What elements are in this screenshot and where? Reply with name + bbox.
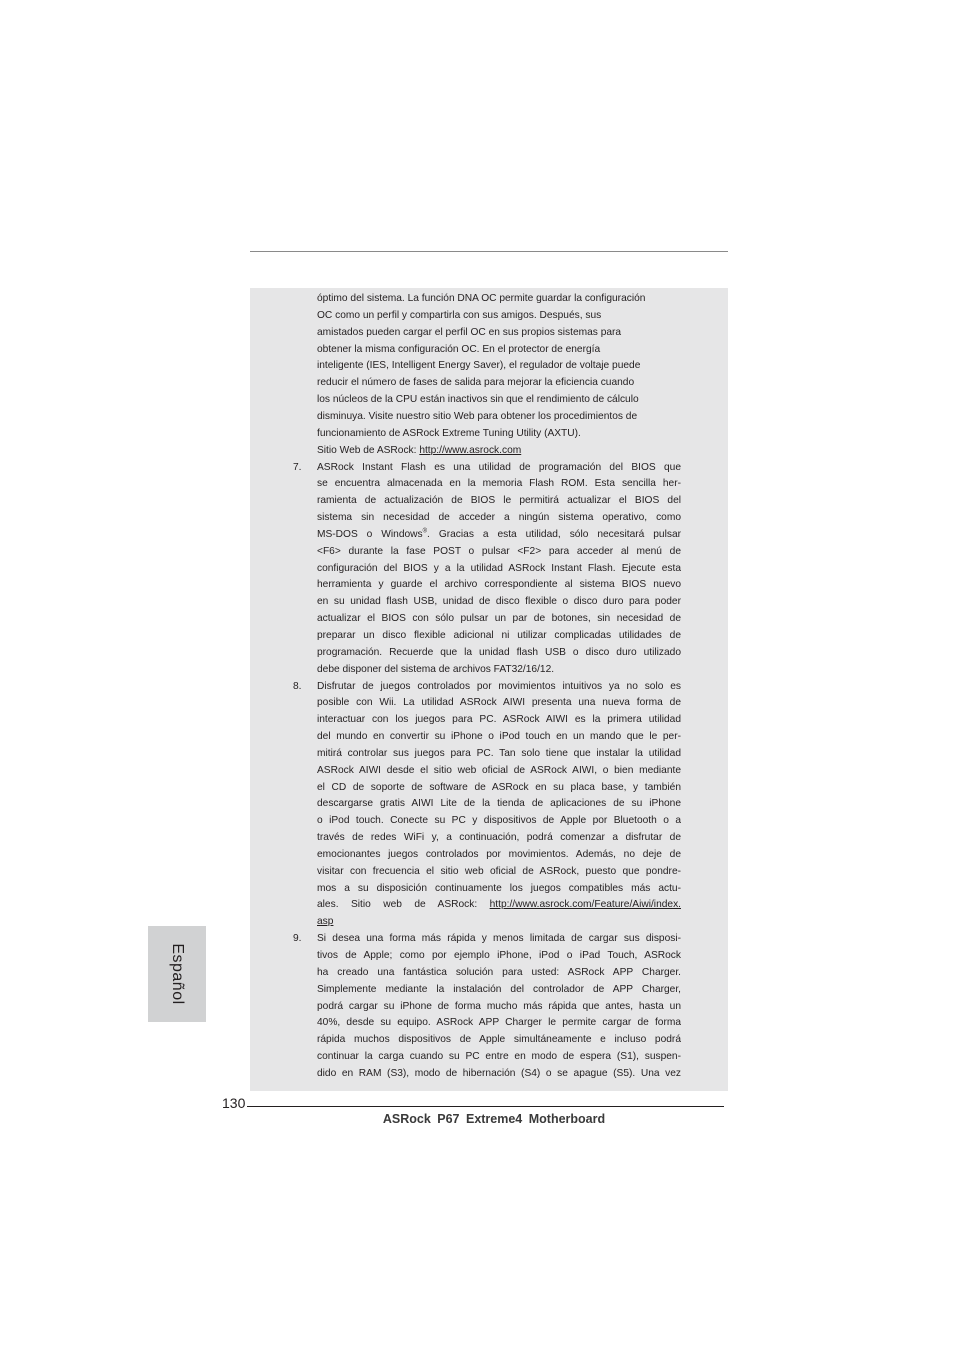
text-line: debe disponer del sistema de archivos FAT32/16/12. bbox=[317, 663, 555, 675]
text-line: amistados pueden cargar el perfil OC en sus propios sistemas para bbox=[317, 326, 622, 338]
text-line: emocionantes juegos controlados por movimientos. Además, no deje de bbox=[317, 848, 681, 860]
text-line: herramienta y guarde el archivo correspondiente al sistema BIOS nuevo bbox=[317, 579, 681, 591]
text-line: preparar un disco flexible adicional ni utilizar complicadas utilidades de bbox=[317, 629, 681, 641]
text-line: el CD de soporte de software de ASRock en su placa base, y también bbox=[317, 781, 681, 793]
text-line: actualizar el BIOS con sólo pulsar un par de botones, sin necesidad de bbox=[317, 613, 681, 625]
header-rule bbox=[250, 251, 728, 252]
text-fragment: ales. Sitio web de ASRock: bbox=[317, 899, 490, 911]
language-label: Español bbox=[169, 943, 186, 1005]
text-line: rápida muchos dispositivos de Apple simultáneamente e incluso podrá bbox=[317, 1034, 681, 1046]
text-line bbox=[317, 897, 681, 914]
item-9-paragraph bbox=[317, 931, 681, 1083]
item-9-number: 9. bbox=[293, 933, 302, 945]
text-line: Disfrutar de juegos controlados por movimientos intuitivos ya no solo es bbox=[317, 680, 681, 692]
text-line: óptimo del sistema. La función DNA OC permite guardar la configuración bbox=[317, 293, 646, 304]
text-line: descargarse gratis AIWI Lite de la tienda de aplicaciones de su iPhone bbox=[317, 798, 681, 810]
text-line bbox=[317, 527, 681, 544]
text-line: inteligente (IES, Intelligent Energy Saver), el regulador de voltaje puede bbox=[317, 360, 641, 372]
text-line: OC como un perfil y compartirla con sus amigos. Después, sus bbox=[317, 309, 602, 321]
aiwi-link-part1[interactable]: http://www.asrock.com/Feature/Aiwi/index. bbox=[489, 899, 681, 911]
text-fragment: . Gracias a esta utilidad, sólo necesitará pulsar bbox=[427, 528, 681, 540]
text-line: en su unidad flash USB, unidad de disco flexible o disco duro para poder bbox=[317, 596, 681, 608]
footer-title: ASRock P67 Extreme4 Motherboard bbox=[382, 1112, 606, 1126]
text-line: tivos de Apple; como por ejemplo iPhone, iPod o iPad Touch, ASRock bbox=[317, 950, 681, 962]
text-line: Simplemente mediante la instalación del controlador de APP Charger, bbox=[317, 983, 681, 995]
text-line: obtener la misma configuración OC. En el protector de energía bbox=[317, 343, 601, 355]
text-line: ASRock AIWI desde el sitio web oficial de ASRock AIWI, o bien mediante bbox=[317, 764, 681, 776]
asrock-website-link[interactable]: http://www.asrock.com bbox=[419, 444, 522, 456]
text-line: visitar con frecuencia el sitio web oficial de ASRock, puesto que pondre- bbox=[317, 865, 681, 877]
text-fragment: MS-DOS o Windows bbox=[317, 528, 423, 540]
text-line: del mundo en convertir su iPhone o iPod touch en un mando que le per- bbox=[317, 731, 681, 743]
text-line: los núcleos de la CPU están inactivos sin que el rendimiento de cálculo bbox=[317, 394, 639, 406]
text-line: <F6> durante la fase POST o pulsar <F2> para acceder al menú de bbox=[317, 545, 681, 557]
text-line: Si desea una forma más rápida y menos limitada de cargar sus disposi- bbox=[317, 933, 681, 945]
text-line: se encuentra almacenada en la memoria Flash ROM. Esta sencilla her- bbox=[317, 478, 681, 490]
text-line: podrá cargar su iPhone de forma mucho más rápida que antes, hasta un bbox=[317, 1000, 681, 1012]
text-line: o iPod touch. Conecte su PC y dispositivos de Apple por Bluetooth o a bbox=[317, 815, 681, 827]
text-line: interactuar con los juegos para PC. ASRock AIWI es la primera utilidad bbox=[317, 714, 681, 726]
website-label: Sitio Web de ASRock: bbox=[317, 444, 420, 456]
text-line: dido en RAM (S3), modo de hibernación (S4) o se apague (S5). Una vez bbox=[317, 1068, 681, 1079]
text-line: sistema sin necesidad de acceder a ningún sistema operativo, como bbox=[317, 512, 681, 524]
text-line bbox=[317, 914, 681, 931]
text-line: ha creado una fantástica solución para usted: ASRock APP Charger. bbox=[317, 966, 681, 978]
registered-mark: ® bbox=[422, 528, 428, 535]
text-line: posible con Wii. La utilidad ASRock AIWI presenta una nueva forma de bbox=[317, 697, 681, 709]
aiwi-link-part2[interactable]: asp bbox=[317, 916, 334, 928]
item-8-paragraph bbox=[317, 679, 681, 932]
text-line: disminuya. Visite nuestro sitio Web para obtener los procedimientos de bbox=[317, 410, 638, 422]
text-line: configuración del BIOS y a la utilidad ASRock Instant Flash. Ejecute esta bbox=[317, 562, 681, 574]
website-line bbox=[317, 443, 681, 460]
item-7-number: 7. bbox=[293, 461, 302, 473]
footer-rule bbox=[247, 1106, 724, 1107]
item-8-number: 8. bbox=[293, 680, 302, 692]
continuation-paragraph bbox=[317, 291, 681, 459]
text-line: programación. Recuerde que la unidad flash USB o disco duro utilizado bbox=[317, 646, 681, 658]
text-line: ramienta de actualización de BIOS le permitirá actualizar el BIOS del bbox=[317, 495, 681, 507]
text-line: ASRock Instant Flash es una utilidad de programación del BIOS que bbox=[317, 461, 681, 473]
item-7-paragraph bbox=[317, 460, 681, 679]
text-line: 40%, desde su equipo. ASRock APP Charger le permite cargar de forma bbox=[317, 1017, 681, 1029]
text-line: reducir el número de fases de salida para mejorar la eficiencia cuando bbox=[317, 377, 635, 389]
page-number: 130 bbox=[222, 1095, 246, 1111]
text-line: través de redes WiFi y, a continuación, podrá comenzar a disfrutar de bbox=[317, 832, 681, 844]
text-line: mos a su disposición continuamente los juegos compatibles más actu- bbox=[317, 882, 681, 894]
text-line: continuar la carga cuando su PC entre en modo de espera (S1), suspen- bbox=[317, 1051, 681, 1063]
text-line: funcionamiento de ASRock Extreme Tuning Utility (AXTU). bbox=[317, 427, 581, 439]
text-line: mitirá controlar sus juegos para PC. Tan solo tiene que instalar la utilidad bbox=[317, 747, 681, 759]
content-panel bbox=[250, 288, 728, 1091]
language-tab bbox=[148, 926, 206, 1022]
